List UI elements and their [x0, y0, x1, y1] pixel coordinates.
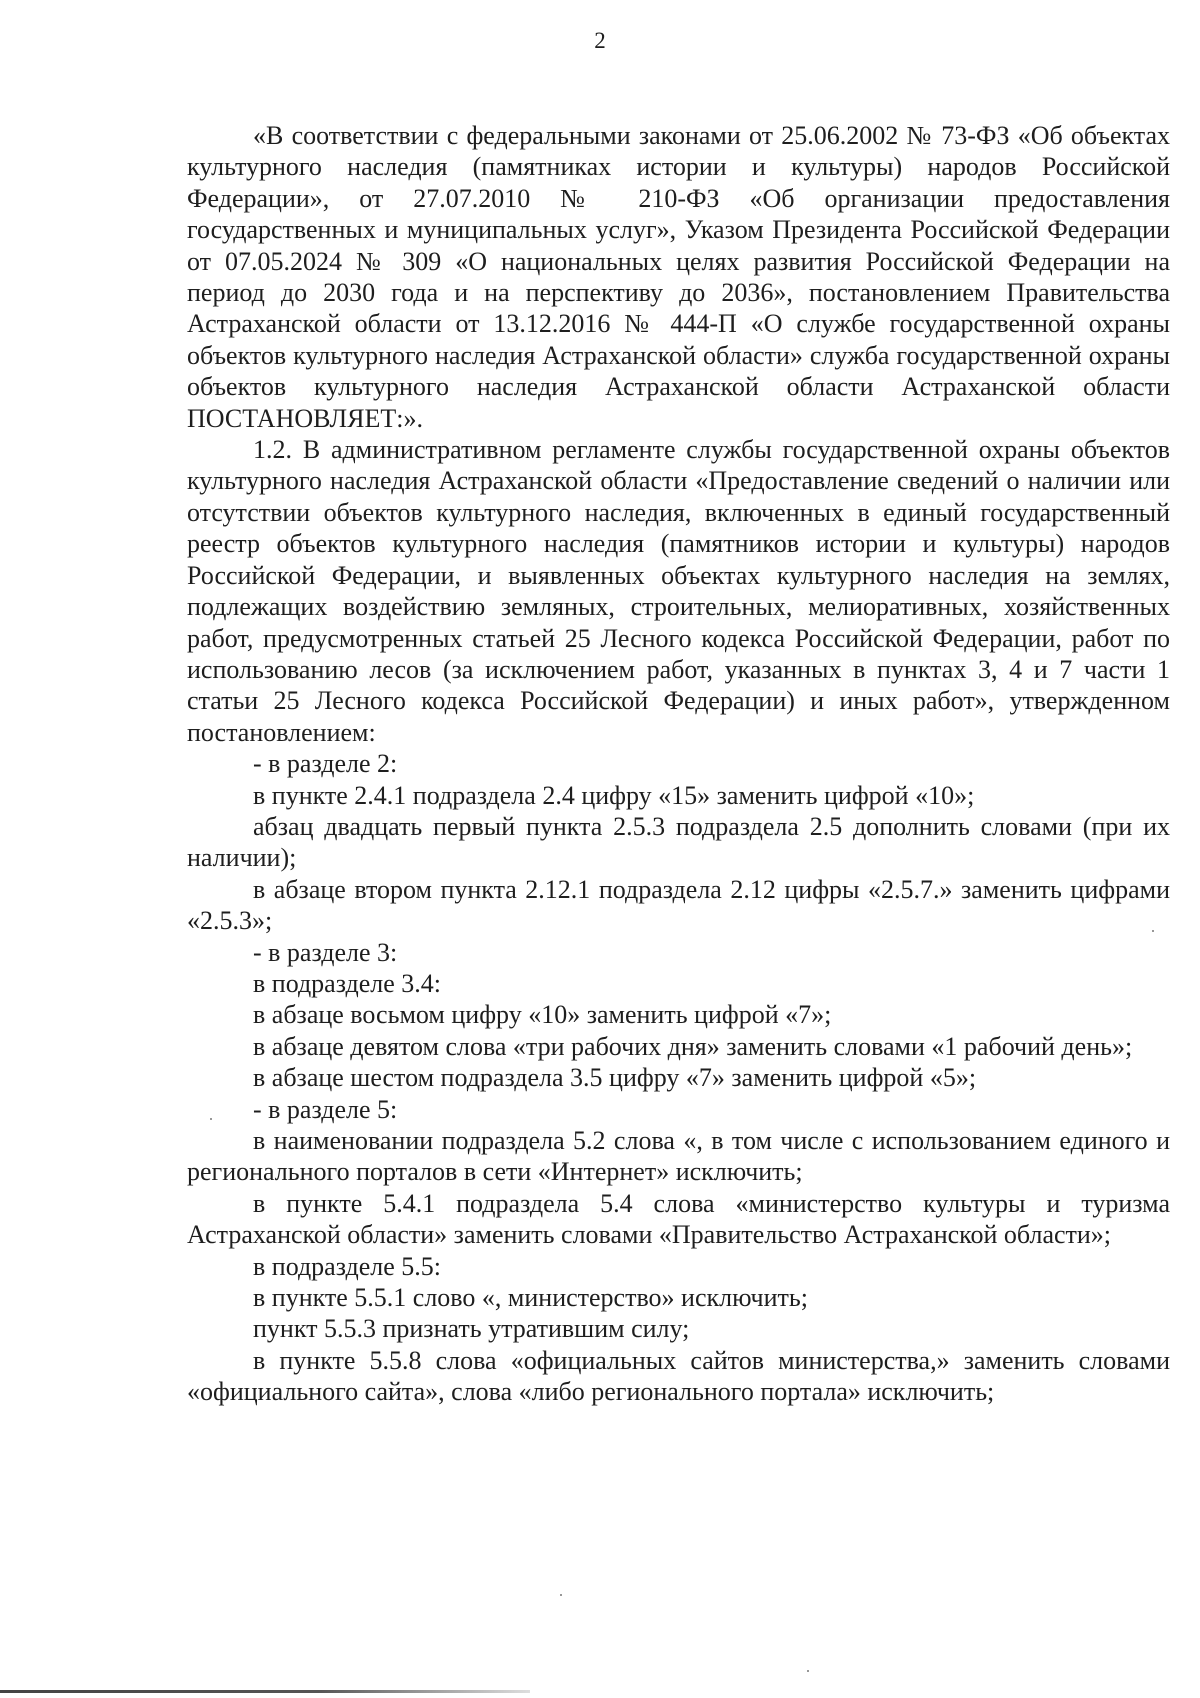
- scan-speck: [1152, 930, 1154, 932]
- paragraph-preamble: «В соответствии с федеральными законами от 25.06.2002 № 73-ФЗ «Об объектах культурного наследия (памятниках истории и культуры) народов Российской Федерации», от 27.07.2010 № 210-ФЗ «Об организации предоставления государственных и муниципальных услуг», Указом Президента Российской Федерации от 07.05.2024 № 309 «О национальных целях развития Российской Федерации на период до 2030 года и на перспективу до 2036», постановлением Правительства Астраханской области от 13.12.2016 № 444-П «О службе государственной охраны объектов культурного наследия Астраханской области» служба государственной охраны объектов культурного наследия Астраханской области Астраханской области ПОСТАНОВЛЯЕТ:».: [187, 121, 1170, 433]
- scan-bottom-edge: [0, 1690, 530, 1693]
- amendment-5-5-3: пункт 5.5.3 признать утратившим силу;: [253, 1314, 690, 1344]
- subsection-5-5-heading: в подразделе 5.5:: [253, 1251, 442, 1281]
- amendment-3-4-eighth: в абзаце восьмом цифру «10» заменить цифрой «7»;: [253, 1000, 832, 1030]
- scan-speck: [807, 1670, 809, 1672]
- amendment-3-4-ninth: в абзаце девятом слова «три рабочих дня» заменить словами «1 рабочий день»;: [253, 1031, 1133, 1061]
- scan-speck: [560, 1594, 562, 1596]
- amendment-2-12-1: в абзаце втором пункта 2.12.1 подраздела 2.12 цифры «2.5.7.» заменить цифрами «2.5.3»;: [187, 874, 1170, 936]
- document-body: [187, 120, 1170, 1408]
- amendment-3-5: в абзаце шестом подраздела 3.5 цифру «7» заменить цифрой «5»;: [253, 1063, 977, 1093]
- page-number: 2: [594, 28, 606, 53]
- amendment-5-5-1: в пункте 5.5.1 слово «, министерство» исключить;: [253, 1283, 808, 1313]
- amendment-2-4-1: в пункте 2.4.1 подраздела 2.4 цифру «15» заменить цифрой «10»;: [253, 780, 975, 810]
- section-3-heading: - в разделе 3:: [253, 937, 398, 967]
- amendment-5-4-1: в пункте 5.4.1 подраздела 5.4 слова «министерство культуры и туризма Астраханской области» заменить словами «Правительство Астраханской области»;: [187, 1188, 1170, 1250]
- section-2-heading: - в разделе 2:: [253, 749, 398, 779]
- scan-speck: [210, 1118, 212, 1120]
- amendment-2-5-3: абзац двадцать первый пункта 2.5.3 подраздела 2.5 дополнить словами (при их наличии);: [187, 811, 1170, 873]
- paragraph-1-2: 1.2. В административном регламенте службы государственной охраны объектов культурного наследия Астраханской области «Предоставление сведений о наличии или отсутствии объектов культурного наследия, включенных в единый государственный реестр объектов культурного наследия (памятников истории и культуры) народов Российской Федерации, и выявленных объектах культурного наследия на землях, подлежащих воздействию земляных, строительных, мелиоративных, хозяйственных работ, предусмотренных статьей 25 Лесного кодекса Российской Федерации, работ по использованию лесов (за исключением работ, указанных в пунктах 3, 4 и 7 части 1 статьи 25 Лесного кодекса Российской Федерации) и иных работ», утвержденном постановлением:: [187, 435, 1170, 747]
- amendment-5-5-8: в пункте 5.5.8 слова «официальных сайтов министерства,» заменить словами «официального сайта», слова «либо регионального портала» исключить;: [187, 1345, 1170, 1407]
- subsection-3-4-heading: в подразделе 3.4:: [253, 968, 442, 998]
- amendment-5-2: в наименовании подраздела 5.2 слова «, в том числе с использованием единого и регионального порталов в сети «Интернет» исключить;: [187, 1126, 1170, 1187]
- section-5-heading: - в разделе 5:: [253, 1094, 398, 1124]
